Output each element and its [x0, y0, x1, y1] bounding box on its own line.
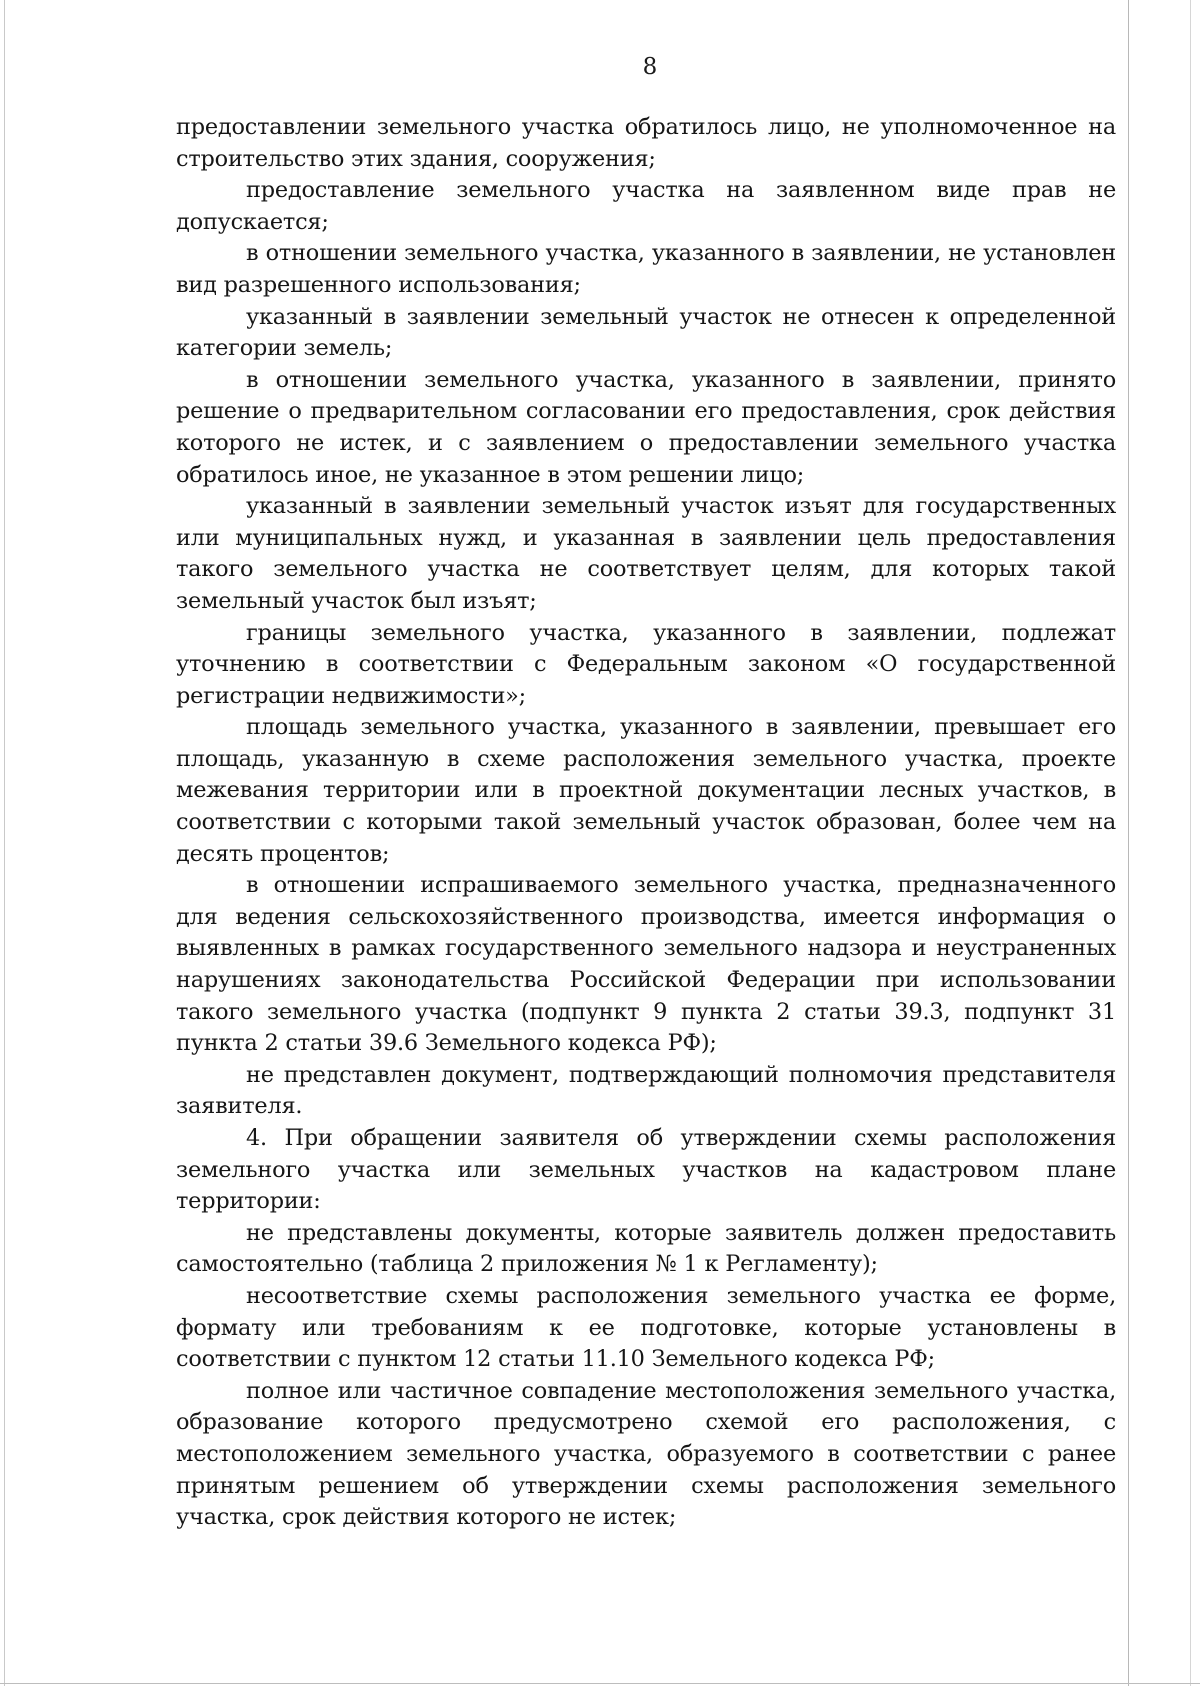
paragraph: в отношении земельного участка, указанного в заявлении, не установлен вид разрешенного использования;	[176, 240, 1116, 298]
scan-edge-left	[4, 0, 5, 1686]
scan-edge-right-outer	[1190, 0, 1191, 1686]
paragraph: указанный в заявлении земельный участок не отнесен к определенной категории земель;	[176, 303, 1116, 362]
paragraph: полное или частичное совпадение местоположения земельного участка, образование которого предусмотрено схемой его расположения, с местоположением земельного участка, образуемого в соответствии с ранее принятым решением об утверждении схемы расположения земельного участка, срок действия которого не истек;	[176, 1377, 1116, 1531]
document-body	[176, 112, 1116, 1534]
paragraph: границы земельного участка, указанного в заявлении, подлежат уточнению в соответствии с Федеральным законом «О государственной регистрации недвижимости»;	[176, 619, 1116, 709]
paragraph-continuation: предоставлении земельного участка обратилось лицо, не уполномоченное на строительство этих здания, сооружения;	[176, 114, 1116, 172]
scan-edge-right	[1128, 0, 1129, 1686]
paragraph: предоставление земельного участка на заявленном виде прав не допускается;	[176, 177, 1116, 235]
paragraph: не представлены документы, которые заявитель должен предоставить самостоятельно (таблица 2 приложения № 1 к Регламенту);	[176, 1219, 1116, 1278]
paragraph: не представлен документ, подтверждающий полномочия представителя заявителя.	[176, 1061, 1116, 1120]
paragraph: несоответствие схемы расположения земельного участка ее форме, формату или требованиям к ее подготовке, которые установлены в соответствии с пунктом 12 статьи 11.10 Земельного кодекса РФ;	[176, 1282, 1116, 1373]
paragraph: в отношении испрашиваемого земельного участка, предназначенного для ведения сельскохозяйственного производства, имеется информация о выявленных в рамках государственного земельного надзора и неустраненных нарушениях законодательства Российской Федерации при использовании такого земельного участка (подпункт 9 пункта 2 статьи 39.3, подпункт 31 пункта 2 статьи 39.6 Земельного кодекса РФ);	[176, 872, 1116, 1057]
paragraph: в отношении земельного участка, указанного в заявлении, принято решение о предварительном согласовании его предоставления, срок действия которого не истек, и с заявлением о предоставлении земельного участка обратилось иное, не указанное в этом решении лицо;	[176, 366, 1116, 488]
page-number: 8	[642, 54, 658, 80]
paragraph: указанный в заявлении земельный участок изъят для государственных или муниципальных нужд, и указанная в заявлении цель предоставления такого земельного участка не соответствует целям, для которых такой земельный участок был изъят;	[176, 493, 1116, 614]
paragraph-section-4: 4. При обращении заявителя об утверждении схемы расположения земельного участка или земельных участков на кадастровом плане территории:	[176, 1125, 1116, 1215]
scan-edge-bottom	[0, 1683, 1200, 1684]
paragraph: площадь земельного участка, указанного в заявлении, превышает его площадь, указанную в схеме расположения земельного участка, проекте межевания территории или в проектной документации лесных участков, в соответствии с которыми такой земельный участок образован, более чем на десять процентов;	[176, 714, 1116, 867]
